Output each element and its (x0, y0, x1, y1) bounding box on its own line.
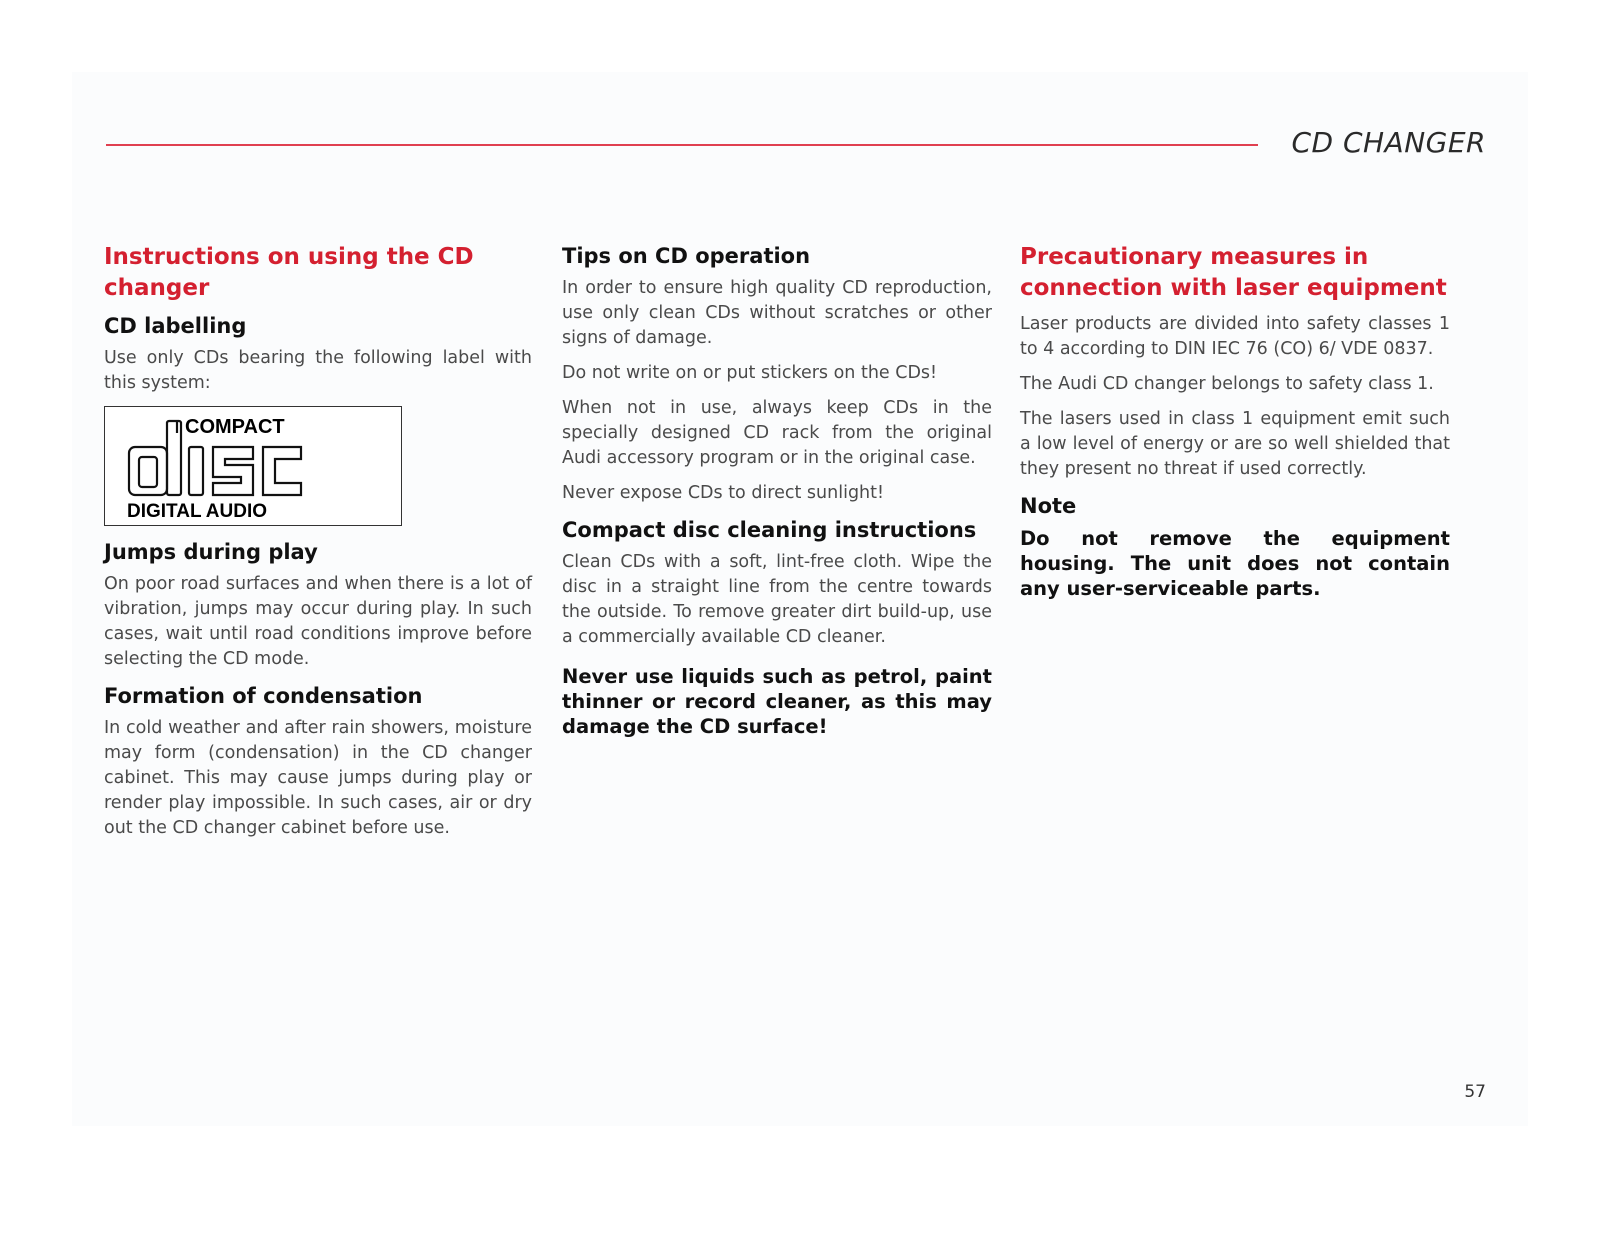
paragraph-tips-2: Do not write on or put stickers on the CDs! (562, 363, 938, 383)
paragraph-tips-3: When not in use, always keep CDs in the specially designed CD rack from the original Audi accessory program or in the original case. (562, 398, 992, 468)
logo-compact-text: COMPACT (185, 416, 285, 438)
subheading-jumps: Jumps during play (104, 540, 318, 564)
paragraph-jumps: On poor road surfaces and when there is a lot of vibration, jumps may occur during play. In such cases, wait until road conditions improve before selecting the CD mode. (104, 574, 532, 669)
paragraph-tips-4: Never expose CDs to direct sunlight! (562, 483, 885, 503)
subheading-tips: Tips on CD operation (562, 244, 811, 268)
column-laser (1020, 242, 1450, 601)
header-rule (106, 144, 1258, 146)
paragraph-tips-1: In order to ensure high quality CD reproduction, use only clean CDs without scratches or other signs of damage. (562, 278, 992, 348)
subheading-condensation: Formation of condensation (104, 684, 423, 708)
subheading-cleaning: Compact disc cleaning instructions (562, 518, 977, 542)
logo-digital-audio-text: DIGITAL AUDIO (127, 501, 268, 522)
page-header-title: CD CHANGER (1291, 126, 1486, 159)
section-heading-instructions: Instructions on using the CD changer (104, 244, 474, 301)
compact-disc-logo (104, 406, 402, 526)
column-instructions (104, 242, 532, 851)
paragraph-cd-labelling: Use only CDs bearing the following label with this system: (104, 348, 532, 393)
manual-page (72, 72, 1528, 1126)
column-tips (562, 242, 992, 739)
section-heading-laser: Precautionary measures in connection with laser equipment (1020, 244, 1447, 301)
page-number: 57 (1464, 1082, 1486, 1102)
paragraph-condensation: In cold weather and after rain showers, moisture may form (condensation) in the CD changer cabinet. This may cause jumps during play or render play impossible. In such cases, air or dry out the CD changer cabinet before use. (104, 718, 532, 838)
subheading-note: Note (1020, 494, 1077, 518)
paragraph-laser-1: Laser products are divided into safety classes 1 to 4 according to DIN IEC 76 (CO) 6/ VDE 0837. (1020, 314, 1450, 359)
warning-liquids: Never use liquids such as petrol, paint thinner or record cleaner, as this may damage the CD surface! (562, 665, 992, 738)
paragraph-laser-2: The Audi CD changer belongs to safety class 1. (1020, 374, 1434, 394)
subheading-cd-labelling: CD labelling (104, 314, 247, 338)
paragraph-cleaning: Clean CDs with a soft, lint-free cloth. Wipe the disc in a straight line from the centre towards the outside. To remove greater dirt build-up, use a commercially available CD cleaner. (562, 552, 992, 647)
paragraph-laser-3: The lasers used in class 1 equipment emit such a low level of energy or are so well shielded that they present no threat if used correctly. (1020, 409, 1450, 479)
note-text: Do not remove the equipment housing. The unit does not contain any user-serviceable parts. (1020, 527, 1450, 600)
